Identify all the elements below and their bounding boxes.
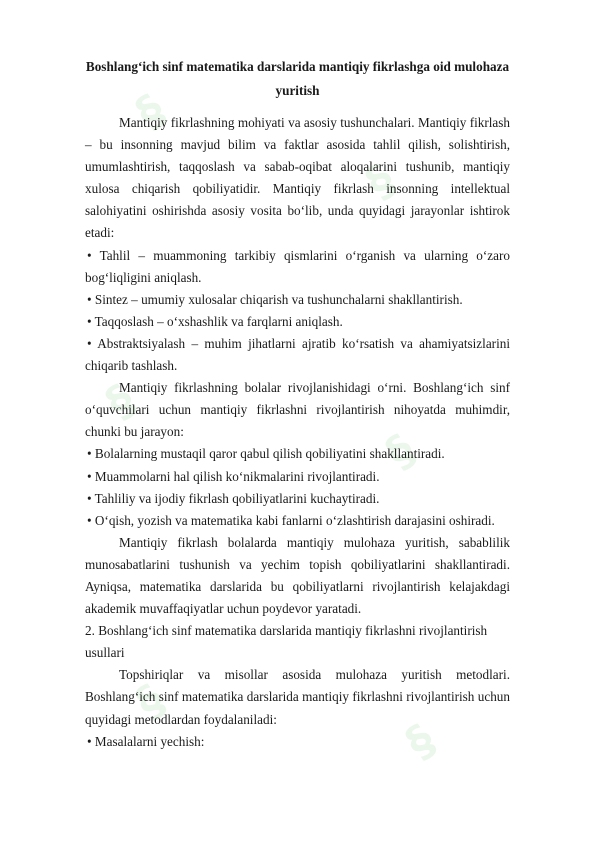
document-body	[85, 55, 510, 753]
document-title: Boshlang‘ich sinf matematika darslarida mantiqiy fikrlashga oid mulohaza yuritish	[85, 59, 510, 98]
svg-text:§: §	[127, 674, 175, 730]
section-heading-2: 2. Boshlang‘ich sinf matematika darslarida mantiqiy fikrlashni rivojlantirish usullari	[85, 623, 488, 661]
list-item-sintez: • Sintez – umumiy xulosalar chiqarish va tushunchalarni shakllantirish.	[87, 291, 463, 307]
paragraph-methods: Topshiriqlar va misollar asosida mulohaza yuritish metodlari. Boshlang‘ich sinf matematika darslarida mantiqiy fikrlashni rivojlantirish uchun quyidagi metodlardan foydalaniladi:	[85, 667, 510, 727]
list-item-qaror: • Bolalarning mustaqil qaror qabul qilish qobiliyatini shakllantiradi.	[87, 446, 445, 462]
list-item-abstraktsiyalash: • Abstraktsiyalash – muhim jihatlarni ajratib ko‘rsatish va ahamiyatsizlarini chiqarib tashlash.	[85, 335, 510, 374]
list-item-oqish: • O‘qish, yozish va matematika kabi fanlarni o‘zlashtirish darajasini oshiradi.	[87, 512, 495, 528]
svg-text:§: §	[377, 424, 425, 480]
svg-text:§: §	[357, 154, 405, 210]
svg-text:§: §	[97, 374, 145, 430]
paragraph-intro: Mantiqiy fikrlashning mohiyati va asosiy tushunchalari. Mantiqiy fikrlash – bu insonning mavjud bilim va faktlar asosida tahlil qilish, solishtirish, umumlashtirish, taqqoslash va sabab-oqibat aloqalarini tushunib, mantiqiy xulosa chiqarish qobiliyatidir. Mantiqiy fikrlash insonning intellektual salohiyatini oshirishda asosiy vosita bo‘lib, unda quyidagi jarayonlar ishtirok etadi:	[85, 115, 510, 241]
svg-text:§: §	[397, 714, 445, 770]
list-item-tahliliy: • Tahliliy va ijodiy fikrlash qobiliyatlarini kuchaytiradi.	[87, 490, 380, 506]
list-item-muammolar: • Muammolarni hal qilish ko‘nikmalarini rivojlantiradi.	[87, 468, 380, 484]
list-item-taqqoslash: • Taqqoslash – o‘xshashlik va farqlarni aniqlash.	[87, 313, 343, 329]
svg-text:§: §	[127, 84, 175, 140]
paragraph-summary: Mantiqiy fikrlash bolalarda mantiqiy mulohaza yuritish, sabablilik munosabatlarini tushunish va yechim topish qobiliyatlarini shakllantiradi. Ayniqsa, matematika darslarida bu qobiliyatlarni rivojlantirish kelajakdagi akademik muvaffaqiyatlar uchun poydevor yaratadi.	[85, 534, 510, 617]
list-item-masalalar: • Masalalarni yechish:	[87, 733, 205, 749]
paragraph-role: Mantiqiy fikrlashning bolalar rivojlanishidagi o‘rni. Boshlang‘ich sinf o‘quvchilari uchun mantiqiy fikrlashni rivojlantirish nihoyatda muhimdir, chunki bu jarayon:	[85, 380, 510, 440]
list-item-tahlil: • Tahlil – muammoning tarkibiy qismlarini o‘rganish va ularning o‘zaro bog‘liqligini aniqlash.	[85, 247, 510, 285]
